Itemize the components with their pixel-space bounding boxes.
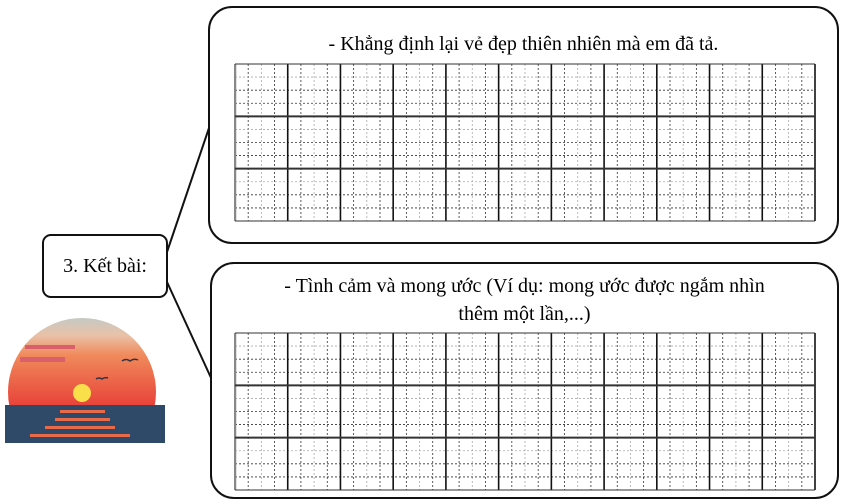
writing-grid-1[interactable] [234, 63, 817, 223]
point-2-text-line1: - Tình cảm và mong ước (Ví dụ: mong ước được ngắm nhìn [284, 275, 765, 297]
sunset-illustration [0, 305, 170, 445]
sun-icon [73, 384, 91, 402]
point-1-text: - Khẳng định lại vẻ đẹp thiên nhiên mà em đã tả. [328, 33, 719, 55]
writing-grid-2[interactable] [234, 332, 817, 492]
section-label-box [42, 234, 168, 298]
section-label: 3. Kết bài: [63, 254, 147, 277]
point-2-text-line2: thêm một lần,...) [458, 303, 591, 325]
